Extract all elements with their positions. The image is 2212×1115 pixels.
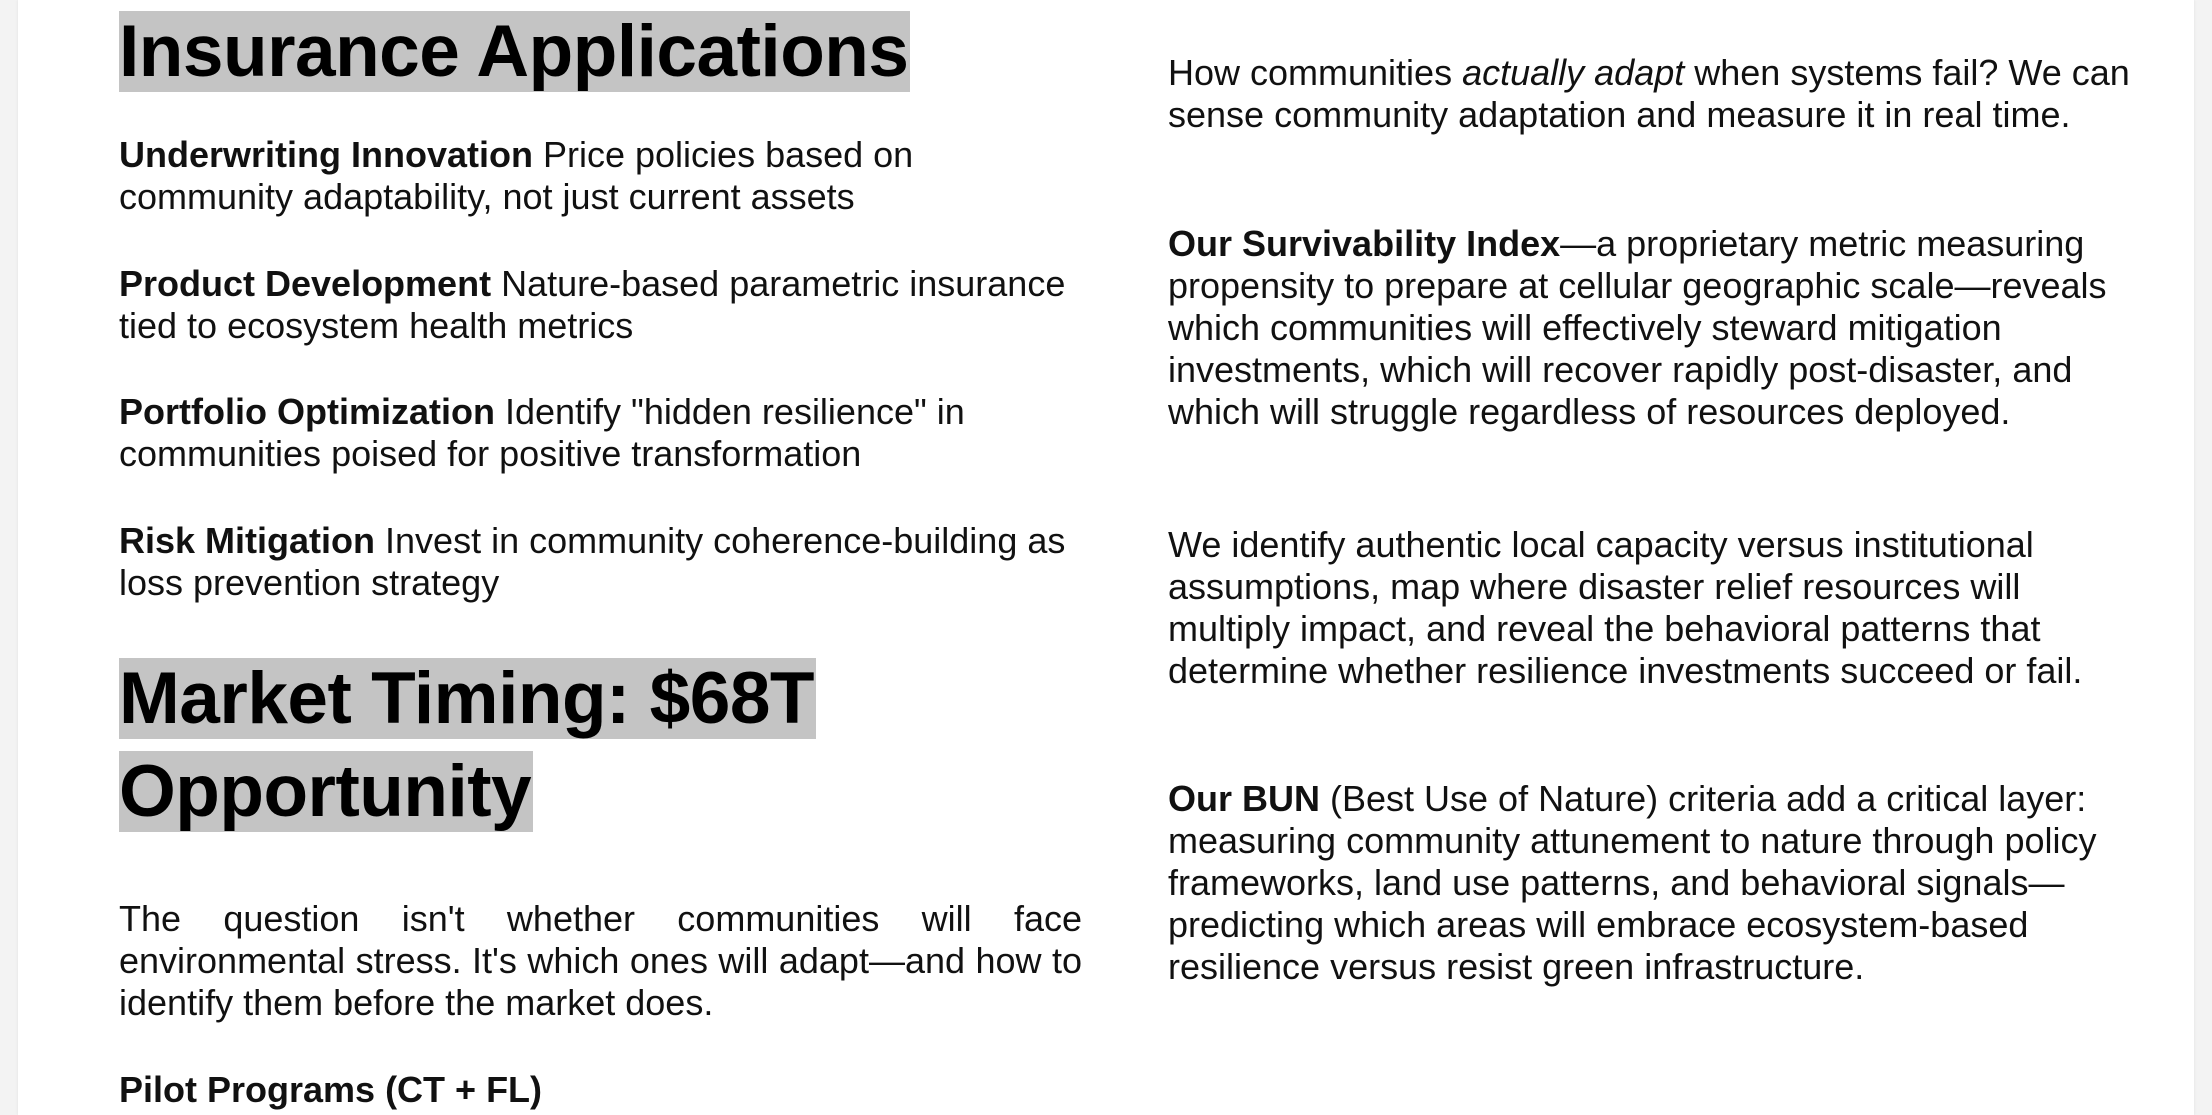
insurance-applications-heading: Insurance Applications	[119, 11, 909, 92]
local-capacity-paragraph: We identify authentic local capacity versus institutional assumptions, map where disaster relief resources will multiply impact, and reveal the behavioral patterns that determine whether resilience investments succeed or fail.	[1168, 524, 2083, 691]
application-item-risk-mitigation	[119, 520, 1084, 604]
market-timing-heading: Market Timing: $68T Opportunity	[119, 658, 815, 832]
application-description: Price policies based on community adaptability, not just current assets	[119, 134, 914, 217]
application-description: Nature-based parametric insurance tied to ecosystem health metrics	[119, 263, 1066, 346]
application-item-portfolio-optimization	[119, 391, 1084, 475]
application-item-underwriting	[119, 134, 1084, 218]
market-paragraph: The question isn't whether communities will face environmental stress. It's which ones will adapt—and how to identify them before the market does.	[119, 898, 1082, 1023]
adaptation-paragraph: How communities actually adapt when systems fail? We can sense community adaptation and measure it in real time.	[1168, 52, 2130, 135]
bun-criteria-paragraph: Our BUN (Best Use of Nature) criteria add a critical layer: measuring community attunement to nature through policy frameworks, land use patterns, and behavioral signals—predicting which areas will embrace ecosystem-based resilience versus resist green infrastructure.	[1168, 778, 2097, 987]
emphasis-text: actually adapt	[1462, 52, 1685, 93]
survivability-index-paragraph: Our Survivability Index—a proprietary metric measuring propensity to prepare at cellular geographic scale—reveals which communities will effectively steward mitigation investments, which will recover rapidly post-disaster, and which will struggle regardless of resources deployed.	[1168, 223, 2107, 432]
application-title: Underwriting Innovation	[119, 134, 533, 175]
pilot-programs-heading: Pilot Programs (CT + FL)	[119, 1069, 543, 1110]
application-item-product-development	[119, 263, 1084, 347]
document-page	[18, 0, 2194, 1115]
application-title: Risk Mitigation	[119, 520, 376, 561]
application-description: Invest in community coherence-building as loss prevention strategy	[119, 520, 1066, 603]
bun-label: Our BUN	[1168, 778, 1320, 819]
application-title: Product Development	[119, 263, 492, 304]
application-description: Identify "hidden resilience" in communities poised for positive transformation	[119, 391, 965, 474]
survivability-index-label: Our Survivability Index	[1168, 223, 1561, 264]
application-title: Portfolio Optimization	[119, 391, 495, 432]
